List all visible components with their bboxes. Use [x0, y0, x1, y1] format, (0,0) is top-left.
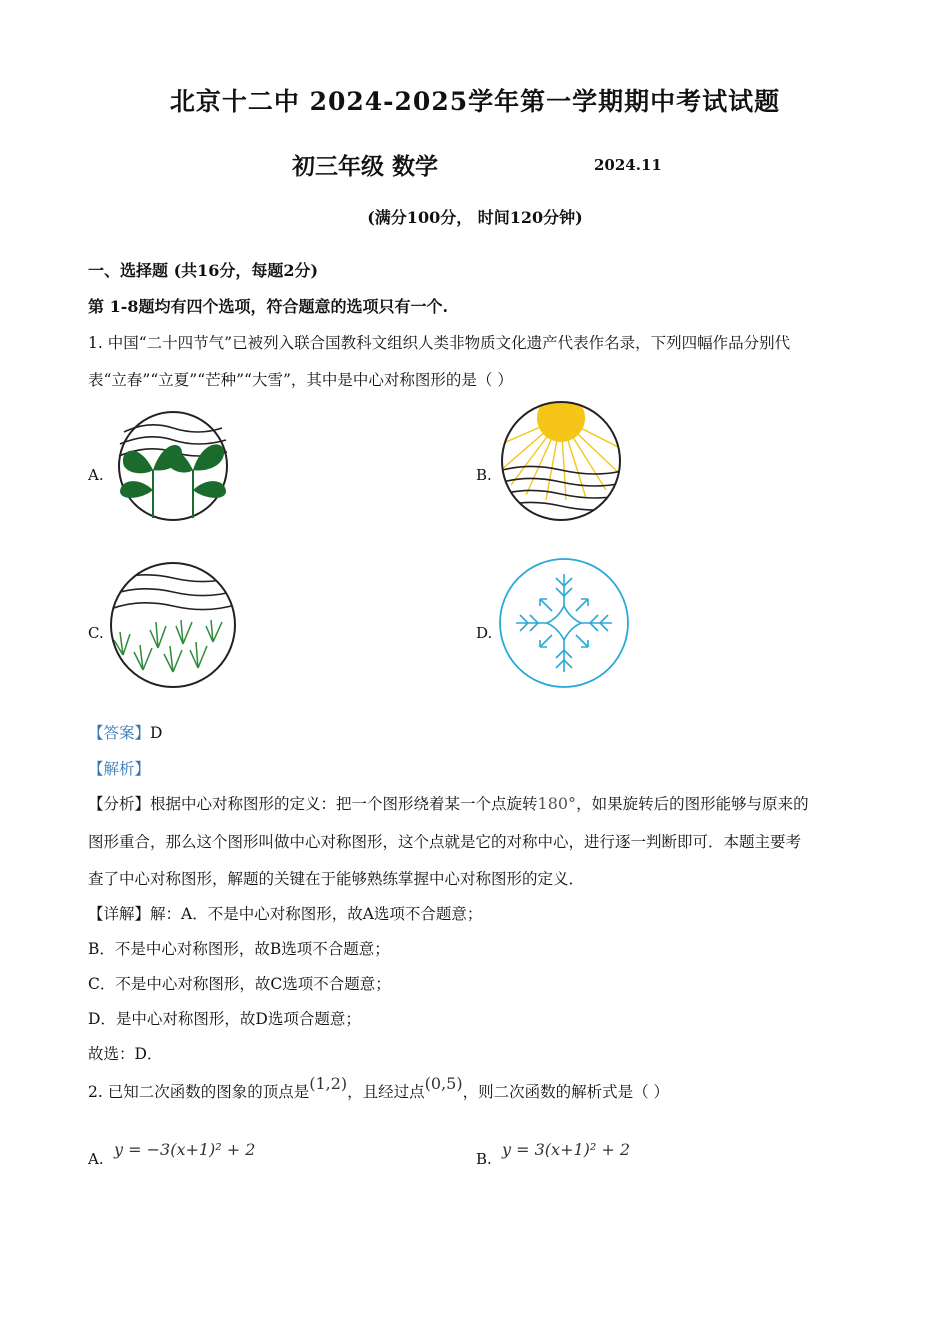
analysis-line3: 查了中心对称图形，解题的关键在于能够熟练掌握中心对称图形的定义． [88, 870, 585, 888]
q1-option-a-label: A. [88, 466, 104, 484]
section-instruction: 第 1-8题均有四个选项，符合题意的选项只有一个. [88, 297, 449, 316]
exam-title: 北京十二中 2024-2025学年第一学期期中考试试题 [169, 87, 781, 116]
analysis-line2: 图形重合，那么这个图形叫做中心对称图形，这个点就是它的对称中心，进行逐一判断即可．本题主要考 [88, 833, 802, 851]
q2-vertex: (1,2) [309, 1074, 348, 1093]
detail-line2: B．不是中心对称图形，故B选项不合题意； [88, 940, 390, 958]
q1-option-d-label: D. [476, 624, 493, 642]
grade-subject: 初三年级 数学 [292, 153, 439, 180]
score-time-note: (满分100分， 时间120分钟) [367, 208, 583, 227]
q1-option-a-figure [108, 410, 238, 522]
detail-line4: D．是中心对称图形，故D选项合题意； [88, 1010, 361, 1028]
analysis-tag: 【解析】 [88, 760, 151, 778]
q2-stem-start: 2. 已知二次函数的图象的顶点是 [88, 1083, 310, 1101]
q1-option-d-figure [496, 556, 632, 690]
conclusion: 故选：D． [88, 1045, 163, 1063]
q2-point: (0,5) [424, 1074, 463, 1093]
q2-option-a-expr: y = −3(x+1)² + 2 [114, 1140, 256, 1159]
q1-option-c-label: C. [88, 624, 104, 642]
answer-tag: 【答案】 [88, 724, 151, 742]
q1-answer [88, 721, 162, 743]
q2-option-b-label: B. [476, 1150, 492, 1168]
q2-stem-end: ，则二次函数的解析式是（ ） [462, 1083, 670, 1101]
q1-stem-line1: 1. 中国“二十四节气”已被列入联合国教科文组织人类非物质文化遗产代表作名录，下列四幅作品分别代 [88, 334, 791, 352]
q2-stem [88, 1074, 670, 1102]
q2-option-a-label: A. [88, 1150, 104, 1168]
analysis-line1-end: ，如果旋转后的图形能够与原来的 [576, 795, 809, 813]
answer-value: D [150, 724, 163, 742]
analysis-line1-start: 【分析】根据中心对称图形的定义：把一个图形绕着某一个点旋转 [88, 795, 538, 813]
q1-option-c-figure [108, 560, 238, 690]
q2-option-b-expr: y = 3(x+1)² + 2 [502, 1140, 631, 1159]
rotation-angle: 180° [537, 794, 577, 813]
q1-stem-line2: 表“立春”“立夏”“芒种”“大雪”，其中是中心对称图形的是（ ） [88, 371, 513, 389]
detail-line1: 【详解】解：A．不是中心对称图形，故A选项不合题意； [88, 905, 483, 923]
detail-line3: C．不是中心对称图形，故C选项不合题意； [88, 975, 391, 993]
exam-date: 2024.11 [594, 156, 662, 174]
section-heading: 一、选择题 (共16分，每题2分) [88, 261, 319, 280]
analysis-line1 [88, 792, 809, 814]
q1-option-b-label: B. [476, 466, 492, 484]
q1-option-b-figure [496, 400, 626, 522]
q2-stem-middle: ，且经过点 [347, 1083, 425, 1101]
